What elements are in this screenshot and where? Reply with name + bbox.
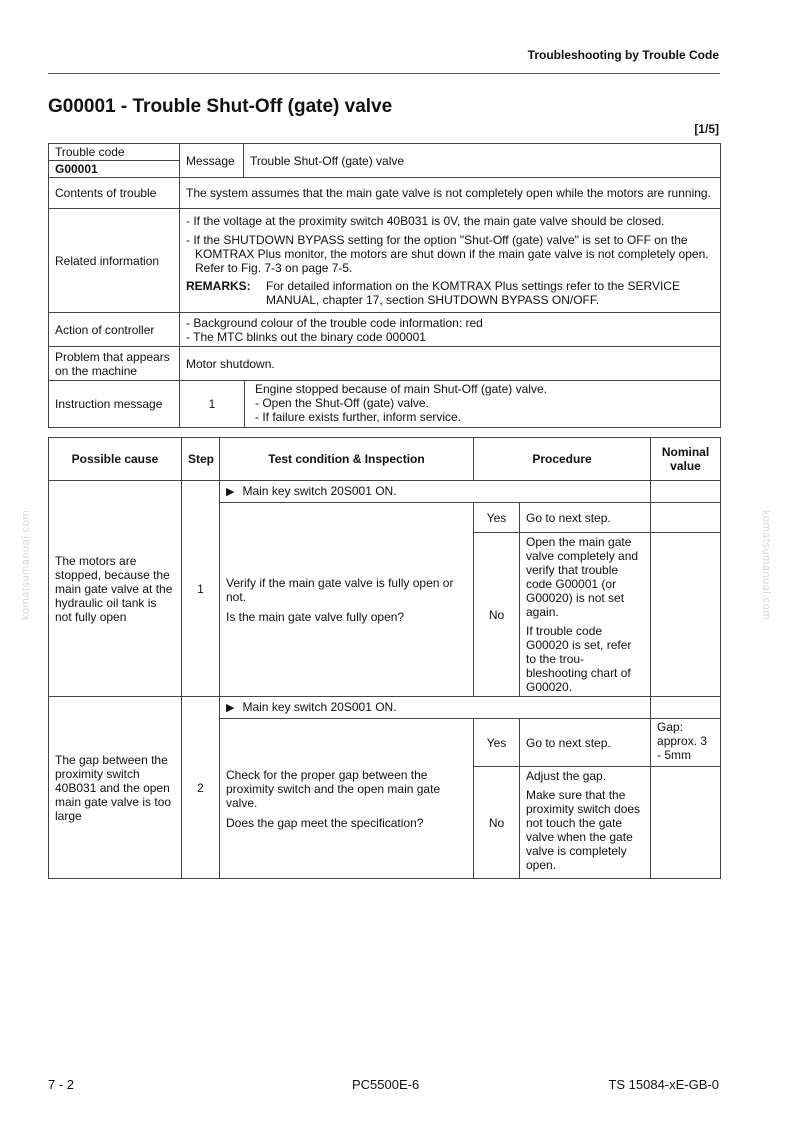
nominal-value xyxy=(651,481,721,503)
watermark-left: komatsumanual.com xyxy=(20,510,32,620)
watermark-right: komatsumanual.com xyxy=(760,510,772,620)
test-line: Does the gap meet the specification? xyxy=(226,815,424,830)
yes-procedure: Go to next step. xyxy=(520,503,651,533)
trouble-code-label: Trouble code xyxy=(49,144,180,161)
related-line: Refer to Fig. 7-3 on page 7-5. xyxy=(195,261,353,275)
instruction-number: 1 xyxy=(208,397,216,411)
action-value xyxy=(180,313,721,347)
instruction-line: - If failure exists further, inform service. xyxy=(255,410,462,424)
header-procedure: Procedure xyxy=(474,438,651,481)
trouble-code-value: G00001 xyxy=(49,161,180,178)
procedure-line: Adjust the gap. xyxy=(526,769,607,783)
yes-label: Yes xyxy=(474,503,520,533)
test-line: Is the main gate valve fully open? xyxy=(226,609,405,624)
step-number: 2 xyxy=(182,697,220,879)
no-procedure xyxy=(520,767,651,879)
message-value: Trouble Shut-Off (gate) valve xyxy=(244,144,721,178)
precondition-text: Main key switch 20S001 ON. xyxy=(242,484,397,498)
precondition xyxy=(220,697,651,719)
message-label: Message xyxy=(180,144,244,178)
problem-row xyxy=(49,347,721,381)
nominal-value-cell xyxy=(651,533,721,697)
instruction-line: Engine stopped because of main Shut-Off (gate) valve. xyxy=(255,382,547,396)
remarks-label: REMARKS: xyxy=(186,279,251,293)
page-index: [1/5] xyxy=(694,122,719,136)
procedure-line: Open the main gate valve completely and verify that trouble code G00001 (or G00020) is not set again. xyxy=(526,535,639,619)
related-line: - If the voltage at the proximity switch 40B031 is 0V, the main gate valve should be closed. xyxy=(186,214,665,228)
yes-procedure: Go to next step. xyxy=(520,719,651,767)
footer-model: PC5500E-6 xyxy=(352,1077,420,1092)
remarks xyxy=(186,279,714,307)
related-line: KOMTRAX Plus monitor, the motors are shut down if the main gate valve is not completely open. xyxy=(195,247,709,261)
nominal-value: Gap: approx. 3 - 5mm xyxy=(651,719,721,767)
trouble-code-row xyxy=(49,144,721,161)
test-line: Check for the proper gap between the proximity switch and the open main gate valve. xyxy=(226,767,441,810)
remarks-line: MANUAL, chapter 17, section SHUTDOWN BYPASS ON/OFF. xyxy=(266,293,600,307)
action-row xyxy=(49,313,721,347)
remarks-line: For detailed information on the KOMTRAX Plus settings refer to the SERVICE xyxy=(266,279,680,293)
possible-cause: The gap between the proximity switch 40B031 and the open main gate valve is too large xyxy=(49,697,182,879)
action-label: Action of controller xyxy=(49,313,180,347)
precondition-text: Main key switch 20S001 ON. xyxy=(242,700,397,714)
problem-label: Problem that appears on the machine xyxy=(49,347,180,381)
test-condition xyxy=(220,719,474,879)
instruction-line: - Open the Shut-Off (gate) valve. xyxy=(255,396,429,410)
related-value xyxy=(180,209,721,313)
contents-value: The system assumes that the main gate valve is not completely open while the motors are running. xyxy=(180,178,721,209)
header-possible-cause: Possible cause xyxy=(49,438,182,481)
related-row xyxy=(49,209,721,313)
possible-cause: The motors are stopped, because the main gate valve at the hydraulic oil tank is not fully open xyxy=(49,481,182,697)
action-line: - Background colour of the trouble code information: red xyxy=(186,315,483,330)
test-condition xyxy=(220,503,474,697)
footer-page-number: 7 - 2 xyxy=(48,1077,75,1092)
possible-cause-table xyxy=(48,437,721,879)
no-label: No xyxy=(474,533,520,697)
footer-doc-id: TS 15084-xE-GB-0 xyxy=(608,1077,719,1092)
instruction-value xyxy=(244,381,720,427)
table-row xyxy=(49,481,721,503)
yes-label: Yes xyxy=(474,719,520,767)
nominal-value-cell xyxy=(651,767,721,879)
running-header: Troubleshooting by Trouble Code xyxy=(527,48,719,62)
page-title: G00001 - Trouble Shut-Off (gate) valve xyxy=(48,96,393,117)
no-procedure xyxy=(520,533,651,697)
instruction-row xyxy=(49,381,721,428)
test-line: Verify if the main gate valve is fully open or not. xyxy=(226,575,454,604)
problem-value: Motor shutdown. xyxy=(180,347,721,381)
table-row xyxy=(49,697,721,719)
cause-table-header xyxy=(49,438,721,481)
procedure-line: Make sure that the proximity switch does not touch the gate valve when the gate valve is completely open. xyxy=(526,788,641,872)
precondition xyxy=(220,481,651,503)
play-arrow-icon: ▶ xyxy=(226,486,235,498)
instruction-label: Instruction message xyxy=(49,381,180,428)
related-label: Related information xyxy=(49,209,180,313)
play-arrow-icon: ▶ xyxy=(226,702,235,714)
no-label: No xyxy=(474,767,520,879)
contents-label: Contents of trouble xyxy=(49,178,180,209)
procedure-line: If trouble code G00020 is set, refer to the trou-bleshooting chart of G00020. xyxy=(526,624,632,694)
header-divider xyxy=(48,73,720,74)
header-test-condition: Test condition & Inspection xyxy=(220,438,474,481)
trouble-info-table xyxy=(48,143,721,428)
nominal-value-cell xyxy=(651,503,721,533)
header-step: Step xyxy=(182,438,220,481)
header-nominal-value: Nominal value xyxy=(651,438,721,481)
related-line: - If the SHUTDOWN BYPASS setting for the option "Shut-Off (gate) valve" is set to OFF on the xyxy=(186,233,688,247)
contents-row xyxy=(49,178,721,209)
nominal-value-cell xyxy=(651,697,721,719)
action-line: - The MTC blinks out the binary code 000001 xyxy=(186,329,426,344)
step-number: 1 xyxy=(182,481,220,697)
